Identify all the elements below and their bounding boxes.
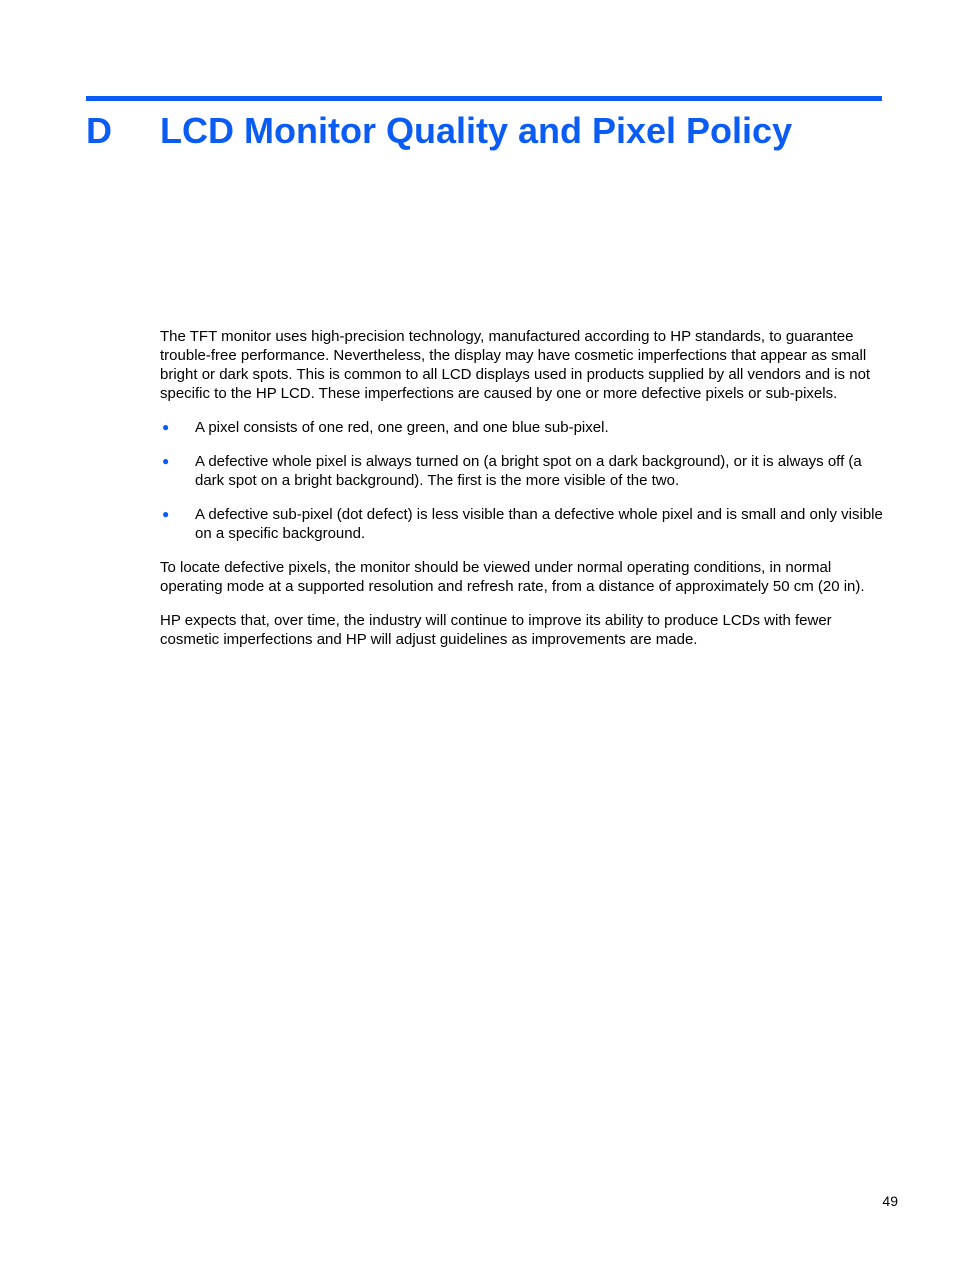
chapter-rule <box>86 96 882 101</box>
list-item-text: A defective whole pixel is always turned on (a bright spot on a dark background), or it is always off (a dark spot on a bright background). The first is the more visible of the two. <box>195 453 862 489</box>
list-item-text: A pixel consists of one red, one green, and one blue sub-pixel. <box>195 419 609 436</box>
page-number: 49 <box>882 1193 898 1209</box>
viewing-paragraph: To locate defective pixels, the monitor should be viewed under normal operating conditions, in normal operating mode at a supported resolution and refresh rate, from a distance of approximately 50 cm (20 in). <box>160 559 865 595</box>
list-item <box>160 505 886 543</box>
page-content <box>160 327 886 664</box>
chapter-letter: D <box>86 110 112 151</box>
chapter-title: LCD Monitor Quality and Pixel Policy <box>160 110 793 151</box>
bullet-icon: ● <box>162 420 170 434</box>
list-item-text: A defective sub-pixel (dot defect) is less visible than a defective whole pixel and is small and only visible on a specific background. <box>195 506 883 542</box>
bullet-icon: ● <box>162 454 170 468</box>
bullet-list <box>160 418 886 543</box>
bullet-icon: ● <box>162 507 170 521</box>
expectation-paragraph: HP expects that, over time, the industry will continue to improve its ability to produce LCDs with fewer cosmetic imperfections and HP will adjust guidelines as improvements are made. <box>160 612 832 648</box>
intro-paragraph: The TFT monitor uses high-precision technology, manufactured according to HP standards, to guarantee trouble-free performance. Nevertheless, the display may have cosmetic imperfections that appear as small bright or dark spots. This is common to all LCD displays used in products supplied by all vendors and is not specific to the HP LCD. These imperfections are caused by one or more defective pixels or sub-pixels. <box>160 328 871 402</box>
list-item <box>160 418 886 437</box>
chapter-heading <box>86 108 882 154</box>
list-item <box>160 452 886 490</box>
